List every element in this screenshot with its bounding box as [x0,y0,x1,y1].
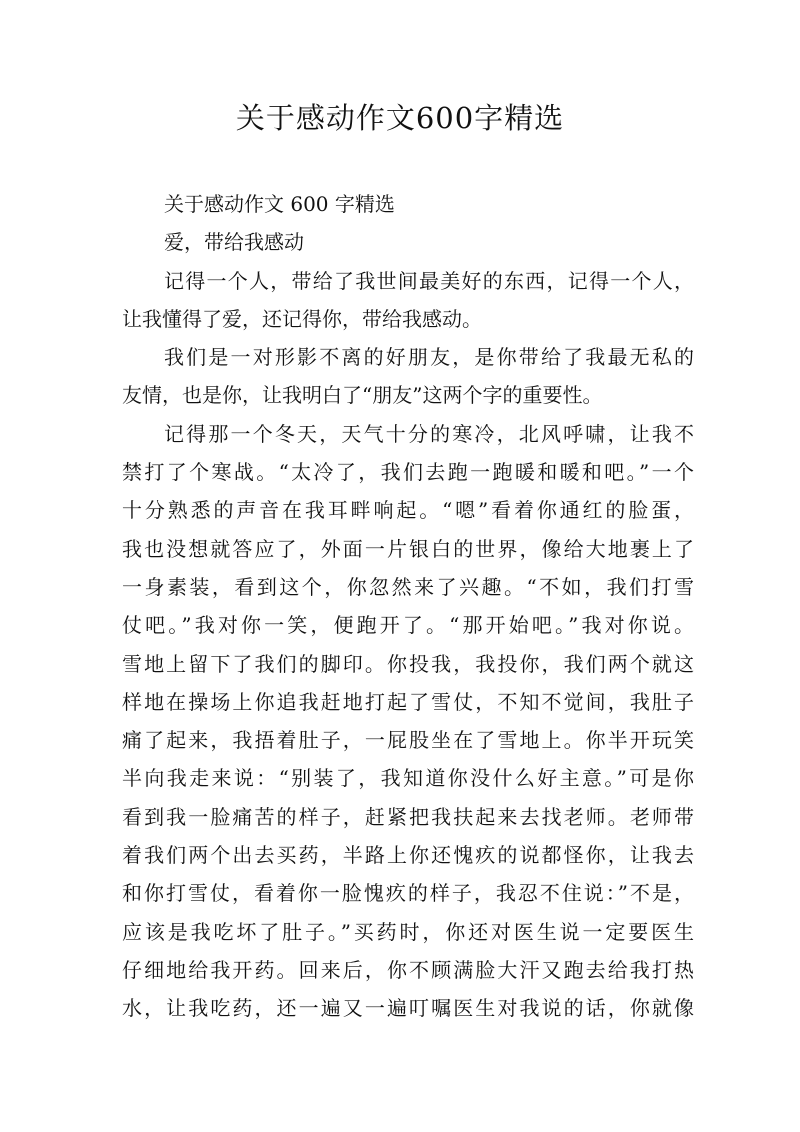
text-line: 着我们两个出去买药，半路上你还愧疚的说都怪你，让我去 [122,843,694,868]
text-line: 禁打了个寒战。“太冷了，我们去跑一跑暖和暖和吧。”一个 [122,460,694,485]
text-line: 我们是一对形影不离的好朋友，是你带给了我最无私的 [164,345,694,370]
text-line: 仗吧。”我对你一笑，便跑开了。“那开始吧。”我对你说。 [122,613,694,638]
text-line: 样地在操场上你追我赶地打起了雪仗，不知不觉间，我肚子 [122,689,694,714]
text-line: 记得那一个冬天，天气十分的寒冷，北风呼啸，让我不 [164,421,694,446]
text-line: 雪地上留下了我们的脚印。你投我，我投你，我们两个就这 [122,651,694,676]
text-line: 记得一个人，带给了我世间最美好的东西，记得一个人， [164,268,694,293]
text-line: 十分熟悉的声音在我耳畔响起。“嗯”看着你通红的脸蛋， [122,498,694,523]
text-line: 让我懂得了爱，还记得你，带给我感动。 [122,306,482,331]
text-line: 应该是我吃坏了肚子。”买药时，你还对医生说一定要医生 [122,919,694,944]
document-body [122,185,694,1028]
text-line: 痛了起来，我捂着肚子，一屁股坐在了雪地上。你半开玩笑 [122,728,694,753]
text-line: 我也没想就答应了，外面一片银白的世界，像给大地裹上了 [122,536,694,561]
text-line: 关于感动作文 600 字精选 [164,192,395,216]
text-line: 和你打雪仗，看着你一脸愧疚的样子，我忍不住说：”不是， [122,881,694,906]
text-line: 仔细地给我开药。回来后，你不顾满脸大汗又跑去给我打热 [122,957,694,982]
text-line: 半向我走来说：“别装了，我知道你没什么好主意。”可是你 [122,766,694,791]
text-line: 看到我一脸痛苦的样子，赶紧把我扶起来去找老师。老师带 [122,804,694,829]
text-line: 友情，也是你，让我明白了“朋友”这两个字的重要性。 [122,383,603,408]
text-line: 一身素装，看到这个，你忽然来了兴趣。“不如，我们打雪 [122,574,694,599]
text-line: 爱，带给我感动 [164,230,304,255]
text-line: 水，让我吃药，还一遍又一遍叮嘱医生对我说的话，你就像 [122,996,694,1021]
document-title: 关于感动作文600字精选 [235,101,565,135]
